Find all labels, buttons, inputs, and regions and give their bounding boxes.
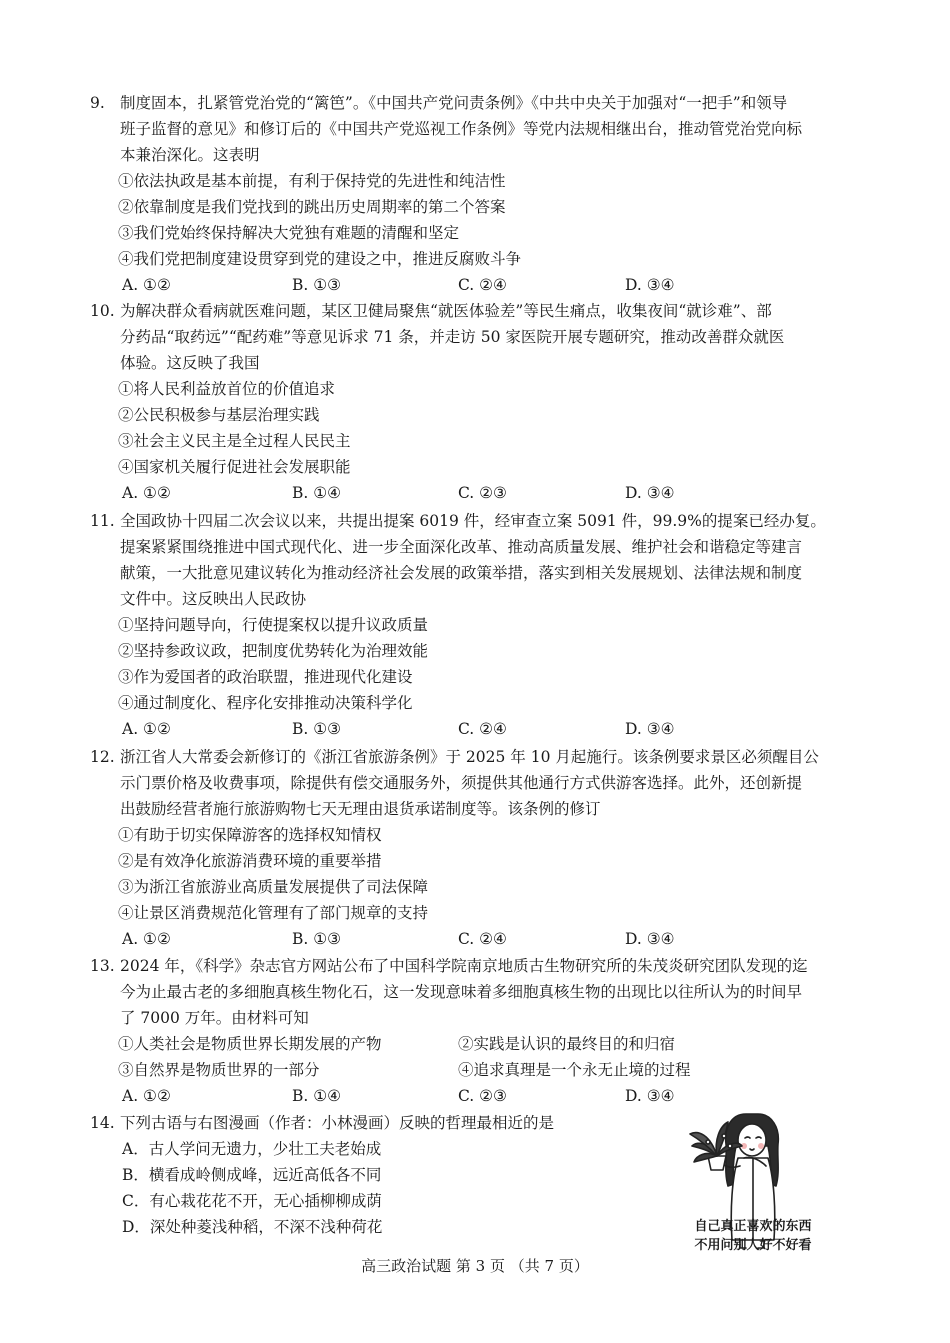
question-number: 11. (90, 512, 115, 530)
stem-line: 示门票价格及收费事项，除提供有偿交通服务外，须提供其他通行方式供游客选择。此外，还创新提 (120, 774, 803, 792)
stem-line: 了 7000 万年。由材料可知 (120, 1009, 309, 1027)
page-footer: 高三政治试题 第 3 页 （共 7 页） (361, 1257, 589, 1275)
option-line: D．深处种菱浅种稻，不深不浅种荷花 (122, 1218, 383, 1236)
comic-illustration (668, 1100, 838, 1260)
stem-line: 下列古语与右图漫画（作者：小林漫画）反映的哲理最相近的是 (120, 1114, 555, 1132)
choice-a: A. ①② (122, 1087, 171, 1105)
option-line: ③我们党始终保持解决大党独有难题的清醒和坚定 (118, 224, 460, 242)
option-line: ④追求真理是一个永无止境的过程 (458, 1061, 691, 1079)
stem-line: 出鼓励经营者施行旅游购物七天无理由退货承诺制度等。该条例的修订 (120, 800, 601, 818)
choice-c: C. ②④ (458, 720, 507, 738)
option-line: ①坚持问题导向，行使提案权以提升议政质量 (118, 616, 429, 634)
option-line: C．有心栽花花不开，无心插柳柳成荫 (122, 1192, 382, 1210)
choice-a: A. ①② (122, 930, 171, 948)
option-line: ②坚持参政议政，把制度优势转化为治理效能 (118, 642, 429, 660)
question-number: 13. (90, 957, 115, 975)
choice-c: C. ②③ (458, 1087, 507, 1105)
choice-d: D. ③④ (625, 930, 675, 948)
option-line: ②是有效净化旅游消费环境的重要举措 (118, 852, 382, 870)
choice-c: C. ②④ (458, 276, 507, 294)
stem-line: 2024 年，《科学》杂志官方网站公布了中国科学院南京地质古生物研究所的朱茂炎研究团队发现的迄 (120, 957, 808, 975)
option-line: ①依法执政是基本前提，有利于保持党的先进性和纯洁性 (118, 172, 506, 190)
option-line: ③自然界是物质世界的一部分 (118, 1061, 320, 1079)
option-line: ①有助于切实保障游客的选择权知情权 (118, 826, 382, 844)
option-line: ③为浙江省旅游业高质量发展提供了司法保障 (118, 878, 429, 896)
comic-caption-line-1: 自己真正喜欢的东西 (694, 1219, 812, 1234)
choice-a: A. ①② (122, 720, 171, 738)
stem-line: 班子监督的意见》和修订后的《中国共产党巡视工作条例》等党内法规相继出台，推动管党治党向标 (120, 120, 803, 138)
option-line: ①将人民利益放首位的价值追求 (118, 380, 336, 398)
stem-line: 分药品“取药远”“配药难”等意见诉求 71 条，并走访 50 家医院开展专题研究，推动改善群众就医 (120, 328, 785, 346)
stem-line: 今为止最古老的多细胞真核生物化石，这一发现意味着多细胞真核生物的出现比以往所认为的时间早 (120, 983, 803, 1001)
option-line: A．古人学问无遗力，少壮工夫老始成 (122, 1140, 382, 1158)
option-line: ④通过制度化、程序化安排推动决策科学化 (118, 694, 413, 712)
choice-d: D. ③④ (625, 276, 675, 294)
stem-line: 本兼治深化。这表明 (120, 146, 260, 164)
option-line: ④让景区消费规范化管理有了部门规章的支持 (118, 904, 429, 922)
choice-a: A. ①② (122, 276, 171, 294)
stem-line: 体验。这反映了我国 (120, 354, 260, 372)
choice-b: B. ①③ (292, 930, 342, 948)
option-line: ①人类社会是物质世界长期发展的产物 (118, 1035, 382, 1053)
question-number: 14. (90, 1114, 115, 1132)
stem-line: 为解决群众看病就医难问题，某区卫健局聚焦“就医体验差”等民生痛点，收集夜间“就诊难”、部 (120, 302, 772, 320)
choice-b: B. ①③ (292, 276, 342, 294)
option-line: ③作为爱国者的政治联盟，推进现代化建设 (118, 668, 413, 686)
question-number: 10. (90, 302, 115, 320)
stem-line: 提案紧紧围绕推进中国式现代化、进一步全面深化改革、推动高质量发展、维护社会和谐稳定等建言 (120, 538, 803, 556)
stem-line: 文件中。这反映出人民政协 (120, 590, 307, 608)
option-line: ④我们党把制度建设贯穿到党的建设之中，推进反腐败斗争 (118, 250, 522, 268)
choice-b: B. ①③ (292, 720, 342, 738)
choice-b: B. ①④ (292, 484, 342, 502)
choice-c: C. ②④ (458, 930, 507, 948)
choice-d: D. ③④ (625, 484, 675, 502)
comic-caption-line-2: 不用问别人好不好看 (694, 1238, 812, 1253)
option-line: ②实践是认识的最终目的和归宿 (458, 1035, 676, 1053)
choice-d: D. ③④ (625, 720, 675, 738)
question-number: 9. (90, 94, 105, 112)
stem-line: 献策，一大批意见建议转化为推动经济社会发展的政策举措，落实到相关发展规划、法律法规和制度 (120, 564, 803, 582)
choice-b: B. ①④ (292, 1087, 342, 1105)
question-number: 12. (90, 748, 115, 766)
option-line: ②公民积极参与基层治理实践 (118, 406, 320, 424)
option-line: ④国家机关履行促进社会发展职能 (118, 458, 351, 476)
choice-a: A. ①② (122, 484, 171, 502)
stem-line: 全国政协十四届二次会议以来，共提出提案 6019 件，经审查立案 5091 件，99.9%的提案已经办复。 (120, 512, 826, 530)
choice-d: D. ③④ (625, 1087, 675, 1105)
option-line: ③社会主义民主是全过程人民民主 (118, 432, 351, 450)
option-line: B．横看成岭侧成峰，远近高低各不同 (122, 1166, 382, 1184)
stem-line: 浙江省人大常委会新修订的《浙江省旅游条例》于 2025 年 10 月起施行。该条例要求景区必须醒目公 (120, 748, 819, 766)
stem-line: 制度固本，扎紧管党治党的“篱笆”。《中国共产党问责条例》《中共中央关于加强对“一把手”和领导 (120, 94, 788, 112)
choice-c: C. ②③ (458, 484, 507, 502)
option-line: ②依靠制度是我们党找到的跳出历史周期率的第二个答案 (118, 198, 506, 216)
